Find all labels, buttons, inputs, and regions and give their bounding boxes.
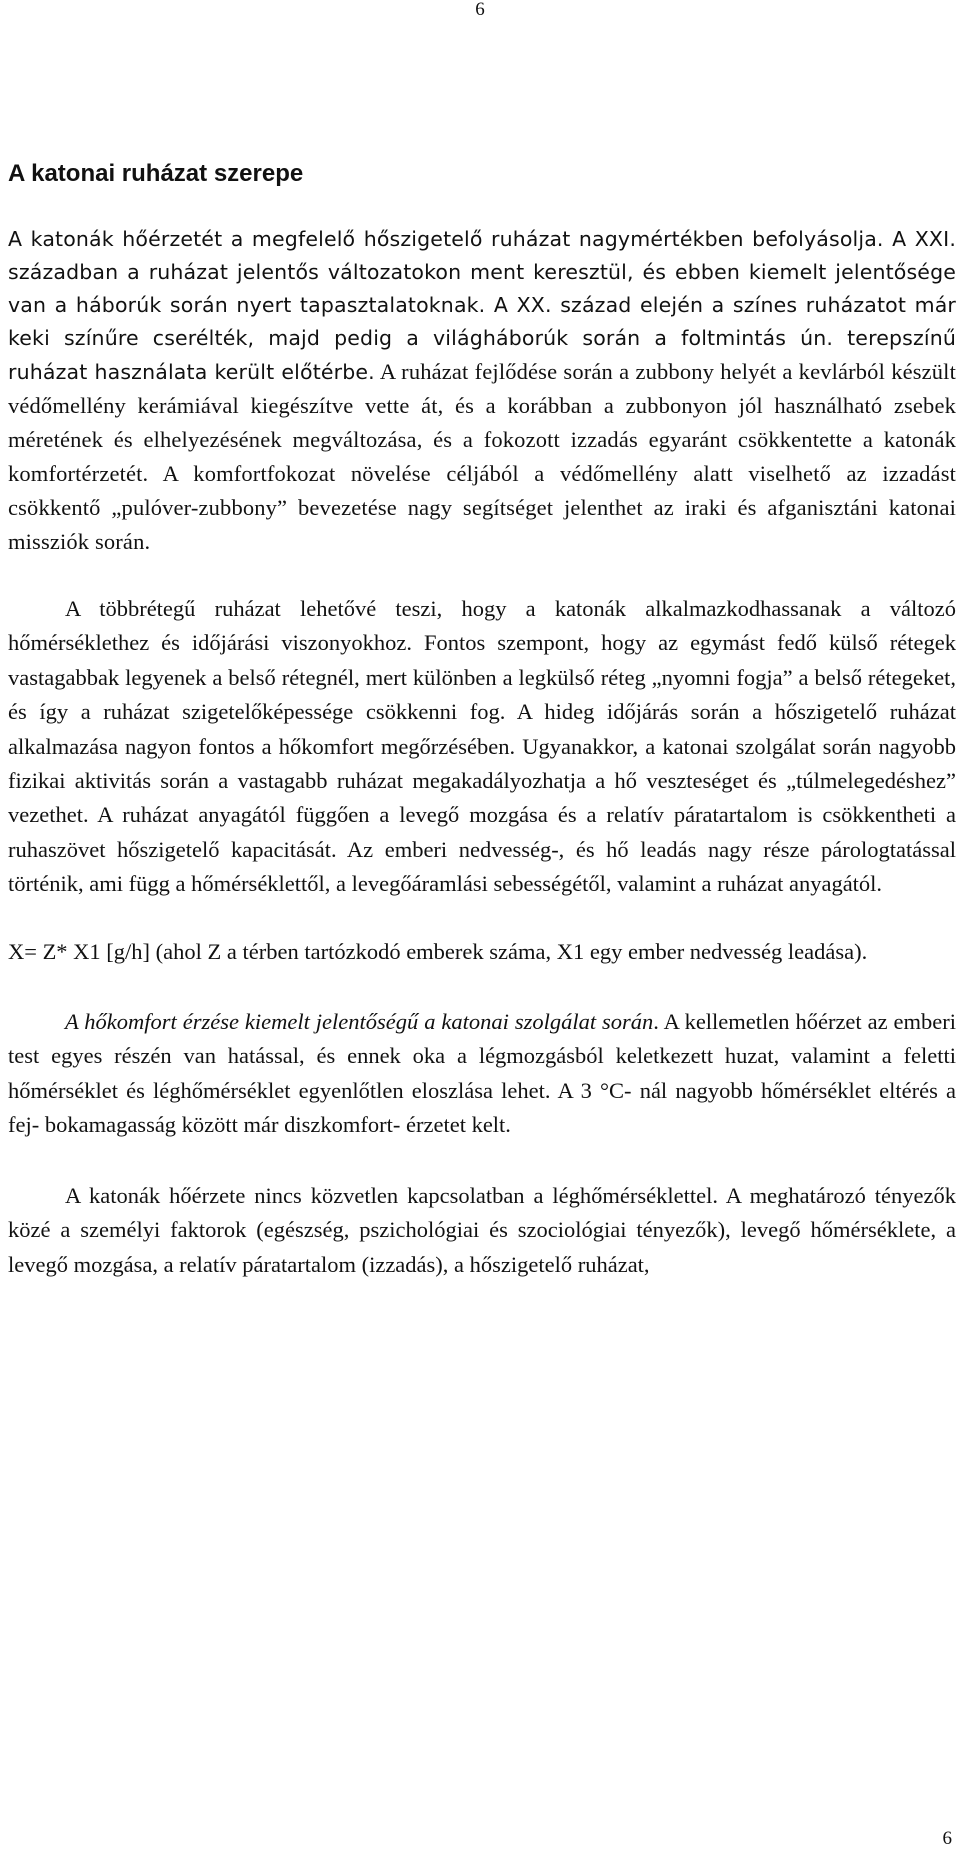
paragraph-1-serif-part: A ruházat fejlődése során a zubbony helyét a kevlárból készült védőmellény kerámiával kiegészítve vette át, és a korábban a zubbonyon jól használható zsebek méretének és elhelyezésének megváltozása, és a fokozott izzadás egyaránt csökkentette a katonák komfortérzetét. A komfortfokozat növelése céljából a védőmellény alatt viselhető az izzadást csökkentő „pulóver-zubbony” bevezetése nagy segítséget jelenthet az iraki és afganisztáni katonai missziók során.: [8, 359, 956, 554]
paragraph-1: [8, 223, 956, 559]
paragraph-4: [8, 1005, 956, 1143]
paragraph-4-rest: . A kellemetlen hőérzet az emberi test egyes részén van hatással, és ennek oka a légmozgásból keletkezett huzat, valamint a feletti hőmérséklet és léghőmérséklet egyenlőtlen eloszlása lehet. A 3 °C- nál nagyobb hőmérséklet eltérés a fej- bokamagasság között már diszkomfort- érzetet kelt.: [8, 1009, 956, 1138]
page-number-bottom: 6: [942, 1828, 952, 1849]
paragraph-3-formula: X= Z* X1 [g/h] (ahol Z a térben tartózkodó emberek száma, X1 egy ember nedvesség leadása).: [8, 938, 868, 964]
page-content: [8, 158, 956, 1282]
paragraph-2: A többrétegű ruházat lehetővé teszi, hogy a katonák alkalmazkodhassanak a változó hőmérséklethez és időjárási viszonyokhoz. Fontos szempont, hogy az egymást fedő külső rétegek vastagabbak legyenek a belső rétegnél, mert különben a legkülső réteg „nyomni fogja” a belső rétegeket, és így a ruházat szigetelőképessége csökkenni fog. A hideg időjárás során a hőszigetelő ruházat alkalmazása nagyon fontos a hőkomfort megőrzésében. Ugyanakkor, a katonai szolgálat során nagyobb fizikai aktivitás során a vastagabb ruházat megakadályozhatja a hő veszteséget és „túlmelegedéshez” vezethet. A ruházat anyagától függően a levegő mozgása és a relatív páratartalom is csökkentheti a ruhaszövet hőszigetelő kapacitását. Az emberi nedvesség-, és hő leadás nagy része párologtatással történik, ami függ a hőmérséklettől, a levegőáramlási sebességétől, valamint a ruházat anyagától.: [8, 596, 956, 897]
section-title: A katonai ruházat szerepe: [8, 160, 304, 187]
paragraph-4-italic-lead: A hőkomfort érzése kiemelt jelentőségű a katonai szolgálat során: [65, 1009, 654, 1035]
page-number-top: 6: [475, 0, 485, 20]
paragraph-1-sans-part: A katonák hőérzetét a megfelelő hőszigetelő ruházat nagymértékben befolyásolja. A XXI. században a ruházat jelentős változatokon ment keresztül, és ebben kiemelt jelentősége van a háborúk során nyert tapasztalatoknak. A XX. század elején a színes ruházatot már keki színűre cserélték, majd pedig a világháborúk során a foltmintás ún. terepszínű ruházat használata került előtérbe.: [8, 227, 956, 384]
paragraph-5: A katonák hőérzete nincs közvetlen kapcsolatban a léghőmérséklettel. A meghatározó tényezők közé a személyi faktorok (egészség, pszichológiai és szociológiai tényezők), levegő hőmérséklete, a levegő mozgása, a relatív páratartalom (izzadás), a hőszigetelő ruházat,: [8, 1182, 956, 1277]
